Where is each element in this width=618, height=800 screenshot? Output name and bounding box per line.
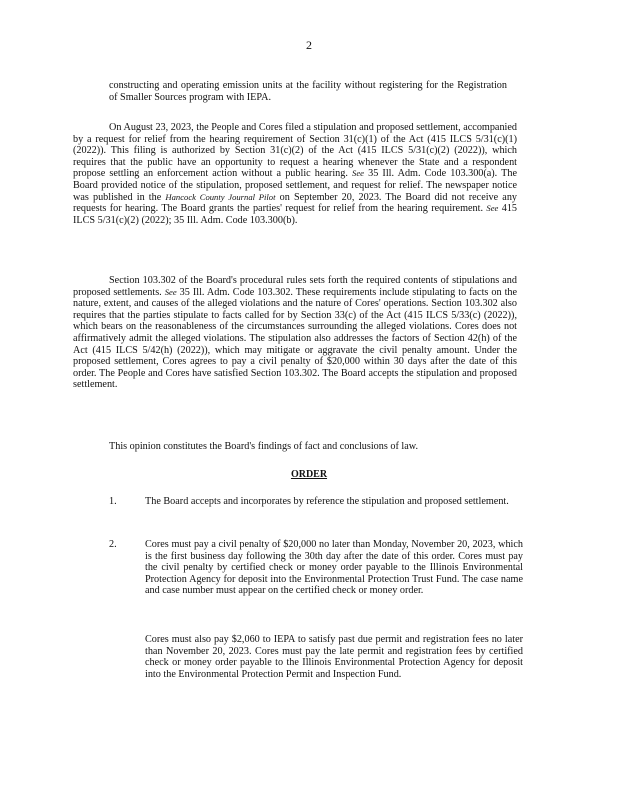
order-item-text: Cores must also pay $2,060 to IEPA to satisfy past due permit and registration fees no later than November 20, 2023. Cores must pay the late permit and registration fees by certified check or money order payable to the Illinois Environmental Protection Agency for deposit into the Environmental Protection Permit and Inspection Fund. (145, 634, 523, 680)
order-item-number: 2. (109, 539, 117, 550)
order-heading (0, 469, 618, 480)
paragraph-section-103302 (73, 275, 517, 391)
filing-text-4: 415 ILCS 5/31(c)(2) (2022); 35 Ill. Adm. Code 103.300(b). (73, 203, 518, 226)
see-signal: See (352, 168, 364, 179)
newspaper-name: Hancock County Journal Pilot (165, 191, 276, 202)
order-item-text: The Board accepts and incorporates by reference the stipulation and proposed settlement. (145, 496, 509, 507)
page-number: 2 (306, 38, 312, 52)
see-signal: See (164, 286, 177, 297)
order-item-number: 1. (109, 496, 117, 507)
filing-text-2: 35 Ill. Adm. Code 103.300(a). The Board provided notice of the stipulation, proposed settlement, and request for relief. The newspaper notice was published in the (73, 168, 518, 203)
paragraph-registration: constructing and operating emission units at the facility without registering for the Registration of Smaller Sources program with IEPA. (109, 80, 507, 103)
filing-text-1: On August 23, 2023, the People and Cores filed a stipulation and proposed settlement, accompanied by a request for relief from the hearing requirement of Section 31(c)(1) of the Act (415 ILCS 5/31(c)(1) (2022)). This filing is authorized by Section 31(c)(2) of the Act (415 ILCS 5/31(c)(2) (2022)), which requires that the public have an opportunity to request a hearing whenever the State and a respondent propose settling an enforcement action without a public hearing. (73, 122, 517, 180)
order-heading-text: ORDER (290, 469, 328, 480)
see-signal: See (486, 203, 499, 214)
filing-text-3: on September 20, 2023. The Board did not receive any requests for hearing. The Board grants the parties' request for relief from the hearing requirement. (73, 191, 518, 215)
paragraph-opinion: This opinion constitutes the Board's findings of fact and conclusions of law. (109, 441, 419, 452)
order-item-text: Cores must pay a civil penalty of $20,000 no later than Monday, November 20, 2023, which is the first business day following the 30th day after the date of this order. Cores must pay the civil penalty by certified check or money order payable to the Illinois Environmental Protection Agency for deposit into the Environmental Protection Trust Fund. The case name and case number must appear on the certified check or money order. (145, 539, 523, 597)
paragraph-filing (73, 122, 517, 226)
section-text-2: 35 Ill. Adm. Code 103.302. These requirements include stipulating to facts on the nature, extent, and causes of the alleged violations and the nature of Cores' operations. Section 103.302 also requires that the parties stipulate to facts called for by Section 33(c) of the Act (415 ILCS 5/33(c) (2022)), which bears on the reasonableness of the circumstances surrounding the alleged violations. Cores does not affirmatively admit the alleged violations. The stipulation also addresses the factors of Section 42(h) of the Act (415 ILCS 5/42(h) (2022)), which may mitigate or aggravate the civil penalty amount. Under the proposed settlement, Cores agrees to pay a civil penalty of $20,000 within 30 days after the date of this order. The People and Cores have satisfied Section 103.302. The Board accepts the stipulation and proposed settlement. (73, 286, 518, 391)
section-text-1: Section 103.302 of the Board's procedural rules sets forth the required contents of stipulations and proposed settlements. (73, 275, 517, 298)
